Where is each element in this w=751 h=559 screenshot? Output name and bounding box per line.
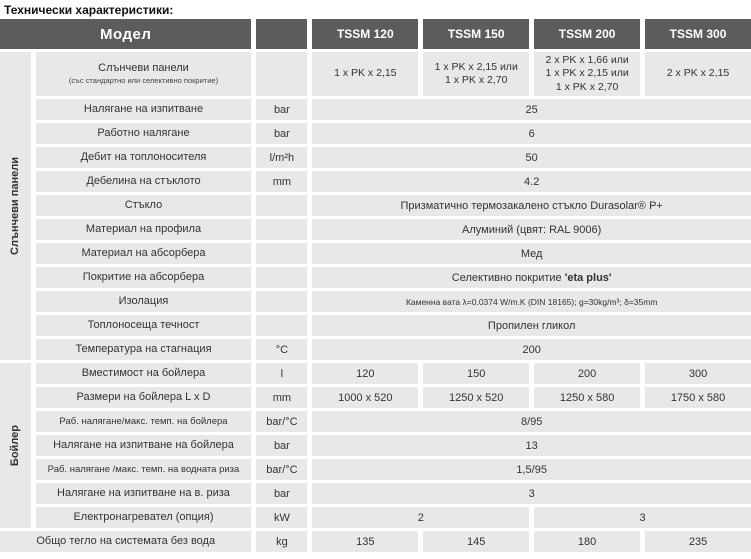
- model-header-tssm-300: TSSM 300: [645, 19, 751, 49]
- table-row: [0, 339, 751, 360]
- param-name-cell: [36, 267, 252, 288]
- param-name-cell: [0, 531, 251, 552]
- param-name: Изолация: [118, 294, 169, 307]
- table-row: [0, 243, 751, 264]
- model-header-tssm-120: TSSM 120: [312, 19, 418, 49]
- value-cell: 135: [312, 531, 418, 552]
- param-name-cell: [36, 147, 252, 168]
- total-weight-row: [0, 531, 751, 552]
- unit-cell: bar: [256, 99, 307, 120]
- unit-cell: °C: [256, 339, 307, 360]
- param-name-cell: [36, 195, 252, 216]
- param-name-cell: [36, 507, 252, 528]
- value-cell: 3: [312, 483, 751, 504]
- value-cell: 6: [312, 123, 751, 144]
- unit-cell: mm: [256, 171, 307, 192]
- table-row: [0, 483, 751, 504]
- param-name-cell: [36, 171, 252, 192]
- value-cell: 3: [534, 507, 751, 528]
- param-name: Топлоносеща течност: [87, 318, 200, 331]
- value-cell: [312, 52, 418, 96]
- value-line: 1 x PK x 2,70: [555, 80, 619, 93]
- value-line: 2 x PK x 1,66 или: [545, 54, 629, 67]
- value-cell: 150: [423, 363, 529, 384]
- param-name-cell: [36, 459, 252, 480]
- section-label-solar-panels: [0, 52, 31, 360]
- unit-cell: bar: [256, 483, 307, 504]
- param-name-cell: [36, 435, 252, 456]
- value-cell: [423, 52, 529, 96]
- param-name: Температура на стагнация: [75, 342, 212, 355]
- table-row: [0, 363, 751, 384]
- value-line: 1 x PK x 2,15: [334, 67, 397, 80]
- unit-cell: [256, 315, 307, 336]
- value-bold-text: 'eta plus': [564, 271, 612, 284]
- value-cell: Призматично термозакалено стъкло Durasolar® P+: [312, 195, 751, 216]
- param-name: Налягане на изпитване: [83, 102, 204, 115]
- unit-cell: [256, 219, 307, 240]
- value-cell: 1,5/95: [312, 459, 751, 480]
- table-row: [0, 411, 751, 432]
- value-cell: 25: [312, 99, 751, 120]
- value-line: 1 x PK x 2,15 или: [434, 60, 518, 73]
- page-title: Технически характеристики:: [4, 3, 174, 17]
- value-cell: 145: [423, 531, 529, 552]
- table-row: [0, 171, 751, 192]
- table-row: [0, 387, 751, 408]
- value-cell: 8/95: [312, 411, 751, 432]
- value-cell: 235: [645, 531, 751, 552]
- value-cell: 120: [312, 363, 418, 384]
- unit-cell: bar: [256, 435, 307, 456]
- table-row: [0, 459, 751, 480]
- param-name: Електронагревател (опция): [73, 510, 214, 523]
- value-line: 1 x PK x 2,15 или: [545, 67, 629, 80]
- param-name: Покритие на абсорбера: [82, 270, 205, 283]
- param-name: Общо тегло на системата без вода: [36, 534, 216, 547]
- value-line: 1 x PK x 2,70: [444, 74, 508, 86]
- param-name-cell: [36, 315, 252, 336]
- value-cell: 1250 x 520: [423, 387, 529, 408]
- param-name: Размери на бойлера L x D: [76, 390, 211, 403]
- value-cell: 1750 x 580: [645, 387, 751, 408]
- param-name-cell: [36, 99, 252, 120]
- unit-cell: bar: [256, 123, 307, 144]
- value-cell: Мед: [312, 243, 751, 264]
- param-name-cell: [36, 291, 252, 312]
- param-name: Налягане на изпитване на в. риза: [57, 486, 230, 499]
- param-name-cell: [36, 363, 252, 384]
- table-row: [0, 507, 751, 528]
- unit-cell: bar/°C: [256, 411, 307, 432]
- unit-cell: kW: [256, 507, 307, 528]
- unit-cell: [256, 243, 307, 264]
- unit-cell: [256, 291, 307, 312]
- table-row: [0, 267, 751, 288]
- param-name-cell: [36, 243, 252, 264]
- unit-cell: kg: [256, 531, 307, 552]
- param-name: Налягане на изпитване на бойлера: [53, 438, 234, 451]
- param-name: Слънчеви панели: [98, 62, 189, 75]
- param-name: Дебелина на стъклото: [86, 174, 201, 187]
- unit-cell: [256, 52, 307, 96]
- model-column-header: Модел: [0, 19, 251, 49]
- value-cell: Пропилен гликол: [312, 315, 751, 336]
- value-cell: [534, 52, 640, 96]
- model-header-tssm-200: TSSM 200: [534, 19, 640, 49]
- unit-cell: mm: [256, 387, 307, 408]
- param-name: Работно налягане: [97, 126, 190, 139]
- model-header-tssm-150: TSSM 150: [423, 19, 529, 49]
- param-name-cell: [36, 52, 252, 96]
- param-name-cell: [36, 219, 252, 240]
- table-row: [0, 123, 751, 144]
- header-row: [0, 19, 751, 49]
- section-label-text: Слънчеви панели: [9, 157, 22, 255]
- param-name-cell: [36, 411, 252, 432]
- param-name-cell: [36, 483, 252, 504]
- value-line: 2 x PK x 2,15: [666, 67, 730, 80]
- spec-table: [0, 19, 751, 552]
- value-cell: Алуминий (цвят: RAL 9006): [312, 219, 751, 240]
- value-cell: 1250 x 580: [534, 387, 640, 408]
- section-label-boiler: [0, 363, 31, 528]
- value-cell: [645, 52, 751, 96]
- unit-cell: [256, 267, 307, 288]
- value-cell: 200: [534, 363, 640, 384]
- param-name: Вместимост на бойлера: [81, 366, 206, 379]
- table-row: [0, 435, 751, 456]
- value-cell: 1000 x 520: [312, 387, 418, 408]
- param-name: Раб. налягане /макс. темп. на водната риза: [47, 463, 240, 475]
- table-row: [0, 219, 751, 240]
- unit-cell: l/m²h: [256, 147, 307, 168]
- unit-cell: bar/°C: [256, 459, 307, 480]
- table-row: [0, 291, 751, 312]
- value-cell: 13: [312, 435, 751, 456]
- unit-column-header: [256, 19, 307, 49]
- section-label-text: Бойлер: [9, 424, 22, 467]
- value-cell: Селективно покритие 'eta plus': [312, 267, 751, 288]
- param-name-cell: [36, 123, 252, 144]
- table-row: [0, 99, 751, 120]
- value-cell: Каменна вата λ=0.0374 W/m.K (DIN 18165); g=30kg/m³; δ=35mm: [312, 291, 751, 312]
- value-cell: 180: [534, 531, 640, 552]
- table-row: [0, 315, 751, 336]
- param-name: Раб. налягане/макс. темп. на бойлера: [59, 415, 228, 427]
- param-name: Стъкло: [124, 198, 163, 211]
- table-row: [0, 147, 751, 168]
- value-cell: 4.2: [312, 171, 751, 192]
- param-name-cell: [36, 339, 252, 360]
- unit-cell: l: [256, 363, 307, 384]
- table-row: [0, 52, 751, 96]
- param-name-subtitle: (със стандартно или селективно покритие): [68, 76, 219, 85]
- param-name: Дебит на топлоносителя: [80, 150, 207, 163]
- value-cell: 200: [312, 339, 751, 360]
- value-cell: 50: [312, 147, 751, 168]
- value-cell: 2: [312, 507, 529, 528]
- value-cell: 300: [645, 363, 751, 384]
- param-name: Материал на профила: [85, 222, 202, 235]
- spec-table-wrapper: [0, 19, 751, 552]
- table-row: [0, 195, 751, 216]
- param-name: Материал на абсорбера: [81, 246, 206, 259]
- unit-cell: [256, 195, 307, 216]
- param-name-cell: [36, 387, 252, 408]
